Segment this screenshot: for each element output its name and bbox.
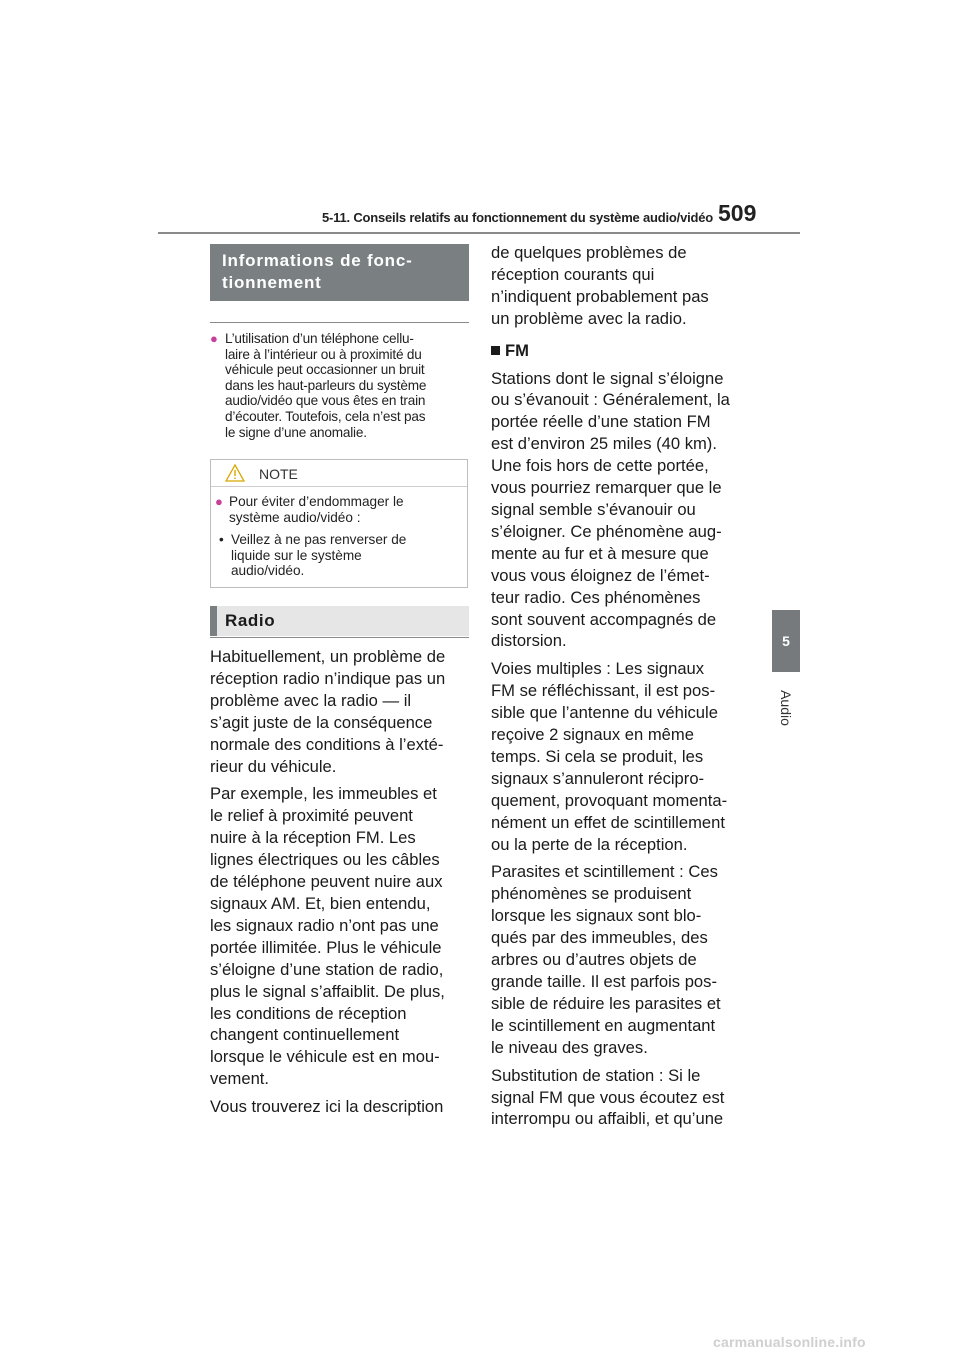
text-line: liquide sur le système: [231, 547, 362, 563]
section-rule: [210, 637, 469, 638]
paragraph: [210, 646, 474, 777]
text-line: Voies multiples : Les signaux: [491, 659, 705, 679]
chapter-tab: 5: [772, 610, 800, 672]
section-rule: [210, 322, 469, 323]
bullet-dot-icon: ●: [210, 331, 218, 346]
text-line: nuire à la réception FM. Les: [210, 828, 416, 848]
text-line: nément un effet de scintillement: [491, 812, 725, 832]
note-sub-item: [219, 532, 463, 579]
text-line: signal FM que vous écoutez est: [491, 1087, 725, 1107]
paragraph: [210, 1096, 474, 1118]
paragraph: [210, 783, 474, 1090]
warning-triangle-icon: [225, 464, 245, 487]
text-line: s’éloigne d’une station de radio,: [210, 959, 444, 979]
heading-line-2: tionnement: [222, 273, 322, 292]
text-line: audio/vidéo que vous êtes en train: [225, 393, 426, 409]
text-line: phénomènes se produisent: [491, 884, 692, 904]
section-heading-radio: Radio: [210, 606, 469, 636]
note-bullet: [215, 494, 463, 525]
text-line: ou s’évanouit : Généralement, la: [491, 390, 730, 410]
text-line: le scintillement en augmentant: [491, 1015, 716, 1035]
text-line: de téléphone peuvent nuire aux: [210, 872, 443, 892]
bullet-text: [210, 331, 472, 440]
footer-watermark: carmanualsonline.info: [713, 1334, 866, 1350]
section-heading-operation: [210, 244, 469, 301]
text-line: interrompu ou affaibli, et qu’une: [491, 1109, 724, 1129]
text-line: distorsion.: [491, 631, 567, 651]
text-line: Par exemple, les immeubles et: [210, 784, 437, 804]
text-line: le niveau des graves.: [491, 1037, 648, 1057]
text-line: Parasites et scintillement : Ces: [491, 862, 718, 882]
text-line: sont souvent accompagnés de: [491, 609, 717, 629]
text-line: les signaux radio n’ont pas une: [210, 915, 439, 935]
paragraph: [491, 658, 753, 855]
paragraph: [491, 368, 753, 653]
text-line: système audio/vidéo :: [229, 509, 361, 525]
text-line: lorsque les signaux sont blo-: [491, 906, 702, 926]
chapter-label-text: Audio: [778, 690, 794, 726]
note-separator: [211, 486, 467, 487]
text-line: vous pourriez remarquer que le: [491, 478, 722, 498]
subheading-text: FM: [505, 340, 529, 360]
paragraph: [491, 861, 753, 1058]
text-line: audio/vidéo.: [231, 563, 305, 579]
text-line: le relief à proximité peuvent: [210, 806, 413, 826]
note-title: NOTE: [259, 466, 298, 482]
text-line: véhicule peut occasionner un bruit: [225, 362, 425, 378]
running-header-title: 5-11. Conseils relatifs au fonctionnement du système audio/vidéo: [322, 210, 714, 225]
text-line: ou la perte de la réception.: [491, 834, 688, 854]
left-column-body: [210, 646, 474, 1124]
note-header: [211, 460, 467, 484]
text-line: Pour éviter d’endommager le: [229, 494, 404, 509]
square-bullet-icon: [491, 346, 500, 355]
text-line: signaux AM. Et, bien entendu,: [210, 893, 431, 913]
text-line: problème avec la radio — il: [210, 690, 412, 710]
text-line: le signe d’une anomalie.: [225, 424, 367, 440]
text-line: réception courants qui: [491, 264, 655, 284]
text-line: qués par des immeubles, des: [491, 928, 708, 948]
text-line: lorsque le véhicule est en mou-: [210, 1047, 440, 1067]
text-line: un problème avec la radio.: [491, 308, 687, 328]
text-line: s’agit juste de la conséquence: [210, 712, 433, 732]
text-line: changent continuellement: [210, 1025, 400, 1045]
heading-accent-bar: [210, 606, 217, 636]
text-line: Une fois hors de cette portée,: [491, 456, 709, 476]
text-line: de quelques problèmes de: [491, 243, 687, 262]
text-line: sible de réduire les parasites et: [491, 993, 721, 1013]
text-line: d’écouter. Toutefois, cela n’est pas: [225, 408, 426, 424]
text-line: portée réelle d’une station FM: [491, 412, 711, 432]
text-line: Habituellement, un problème de: [210, 647, 446, 666]
note-sub-text: [219, 532, 463, 579]
text-line: réception radio n’indique pas un: [210, 668, 446, 688]
text-line: grande taille. Il est parfois pos-: [491, 972, 717, 991]
text-line: les conditions de réception: [210, 1003, 407, 1023]
text-line: plus le signal s’affaiblit. De plus,: [210, 981, 445, 1001]
text-line: arbres ou d’autres objets de: [491, 950, 697, 970]
text-line: signaux s’annuleront récipro-: [491, 768, 705, 788]
text-line: mente au fur et à mesure que: [491, 543, 709, 563]
text-line: lignes électriques ou les câbles: [210, 850, 440, 870]
chapter-label: [772, 680, 800, 736]
text-line: Stations dont le signal s’éloigne: [491, 368, 724, 388]
text-line: normale des conditions à l’exté-: [210, 734, 444, 754]
text-line: quement, provoquant momenta-: [491, 790, 728, 810]
text-line: teur radio. Ces phénomènes: [491, 587, 701, 607]
text-line: L’utilisation d’un téléphone cellu-: [225, 331, 414, 346]
right-column-body: [491, 242, 753, 1136]
text-line: n’indiquent probablement pas: [491, 286, 709, 306]
operation-bullet: [210, 331, 472, 440]
text-line: dans les haut-parleurs du système: [225, 377, 427, 393]
text-line: rieur du véhicule.: [210, 756, 337, 776]
text-line: temps. Si cela se produit, les: [491, 746, 704, 766]
text-line: Substitution de station : Si le: [491, 1065, 701, 1085]
note-bullet-text: [215, 494, 463, 525]
text-line: Vous trouverez ici la description: [210, 1097, 444, 1117]
text-line: sible que l’antenne du véhicule: [491, 703, 718, 723]
text-line: vous vous éloignez de l’émet-: [491, 565, 710, 585]
text-line: est d’environ 25 miles (40 km).: [491, 434, 717, 454]
text-line: reçoive 2 signaux en même: [491, 725, 694, 745]
note-box: [210, 459, 468, 588]
paragraph: [491, 242, 753, 330]
subheading-fm: [491, 340, 753, 362]
text-line: signal semble s’évanouir ou: [491, 499, 696, 519]
text-line: Veillez à ne pas renverser de: [231, 532, 407, 547]
heading-line-1: Informations de fonc-: [222, 251, 413, 270]
paragraph: [491, 1065, 753, 1131]
bullet-dot-icon: ●: [215, 494, 223, 509]
page-number: 509: [718, 200, 757, 226]
text-line: FM se réfléchissant, il est pos-: [491, 681, 716, 701]
sub-bullet-marker: •: [219, 532, 224, 547]
text-line: vement.: [210, 1069, 270, 1089]
text-line: s’éloigner. Ce phénomène aug-: [491, 521, 722, 541]
text-line: portée illimitée. Plus le véhicule: [210, 937, 442, 957]
header-rule: [158, 232, 800, 234]
text-line: laire à l’intérieur ou à proximité du: [225, 346, 422, 362]
